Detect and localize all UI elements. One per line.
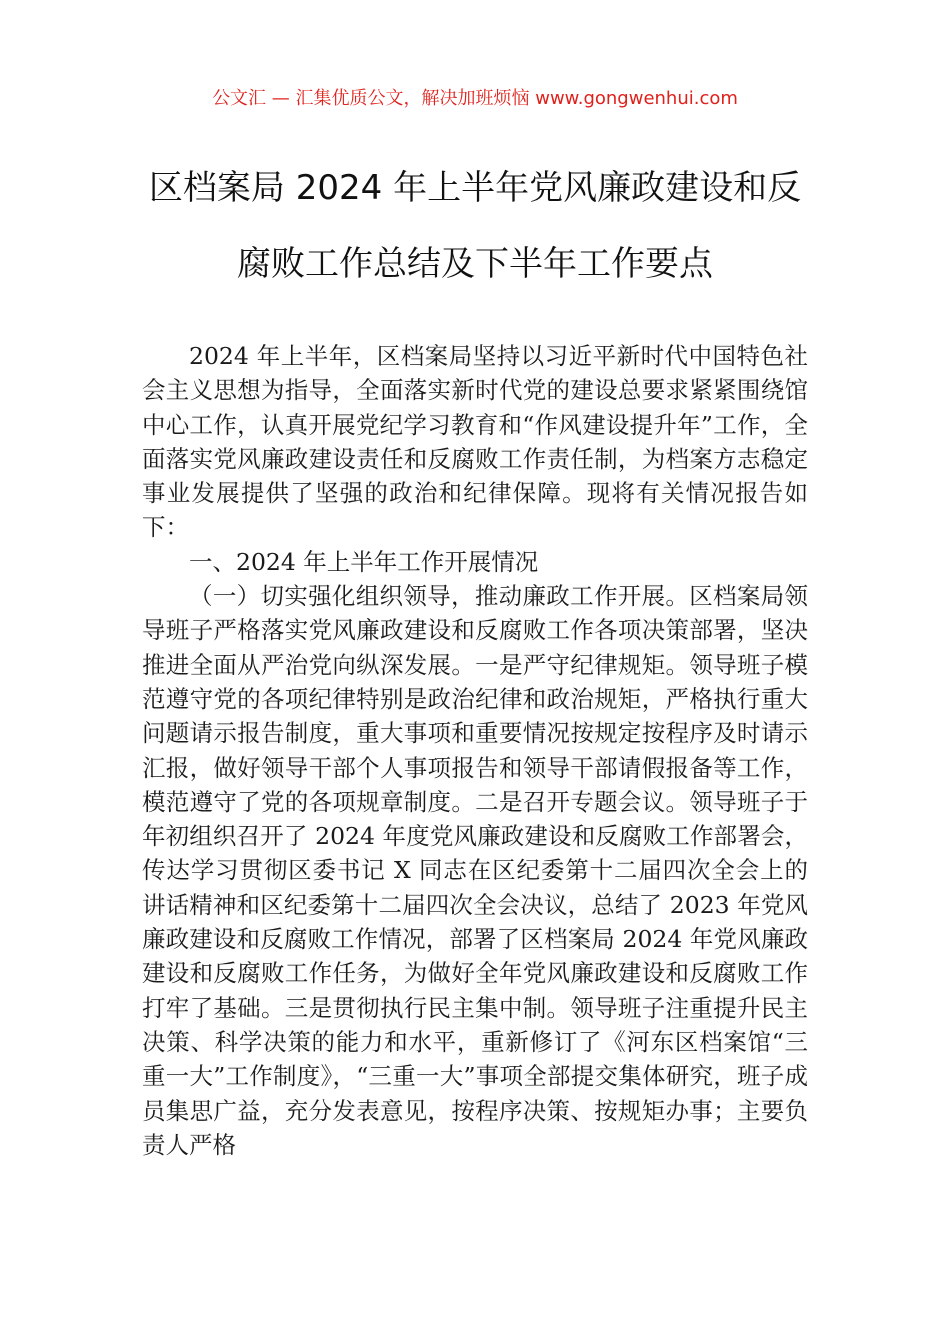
- paragraph-intro: 2024 年上半年，区档案局坚持以习近平新时代中国特色社会主义思想为指导，全面落实新时代党的建设总要求紧紧围绕馆中心工作，认真开展党纪学习教育和“作风建设提升年”工作，全面落实党风廉政建设责任和反腐败工作责任制，为档案方志稳定事业发展提供了坚强的政治和纪律保障。现将有关情况报告如下：: [142, 342, 808, 542]
- document-title: [60, 150, 890, 302]
- title-line-2: 腐败工作总结及下半年工作要点: [237, 244, 713, 284]
- paragraph-section-1: （一）切实强化组织领导，推动廉政工作开展。区档案局领导班子严格落实党风廉政建设和反腐败工作各项决策部署，坚决推进全面从严治党向纵深发展。一是严守纪律规矩。领导班子模范遵守党的各项纪律特别是政治纪律和政治规矩，严格执行重大问题请示报告制度，重大事项和重要情况按规定按程序及时请示汇报，做好领导干部个人事项报告和领导干部请假报备等工作，模范遵守了党的各项规章制度。二是召开专题会议。领导班子于年初组织召开了 2024 年度党风廉政建设和反腐败工作部署会，传达学习贯彻区委书记 X 同志在区纪委第十二届四次全会上的讲话精神和区纪委第十二届四次全会决议，总结了 2023 年党风廉政建设和反腐败工作情况，部署了区档案局 2024 年党风廉政建设和反腐败工作任务，为做好全年党风廉政建设和反腐败工作打牢了基础。三是贯彻执行民主集中制。领导班子注重提升民主决策、科学决策的能力和水平，重新修订了《河东区档案馆“三重一大”工作制度》，“三重一大”事项全部提交集体研究，班子成员集思广益，充分发表意见，按程序决策、按规矩办事；主要负责人严格: [142, 582, 808, 1159]
- document-body: [142, 339, 808, 1162]
- title-line-1: 区档案局 2024 年上半年党风廉政建设和反: [148, 168, 802, 208]
- section-heading: 一、2024 年上半年工作开展情况: [189, 547, 539, 576]
- header-banner: 公文汇 — 汇集优质公文，解决加班烦恼 www.gongwenhui.com: [212, 88, 738, 109]
